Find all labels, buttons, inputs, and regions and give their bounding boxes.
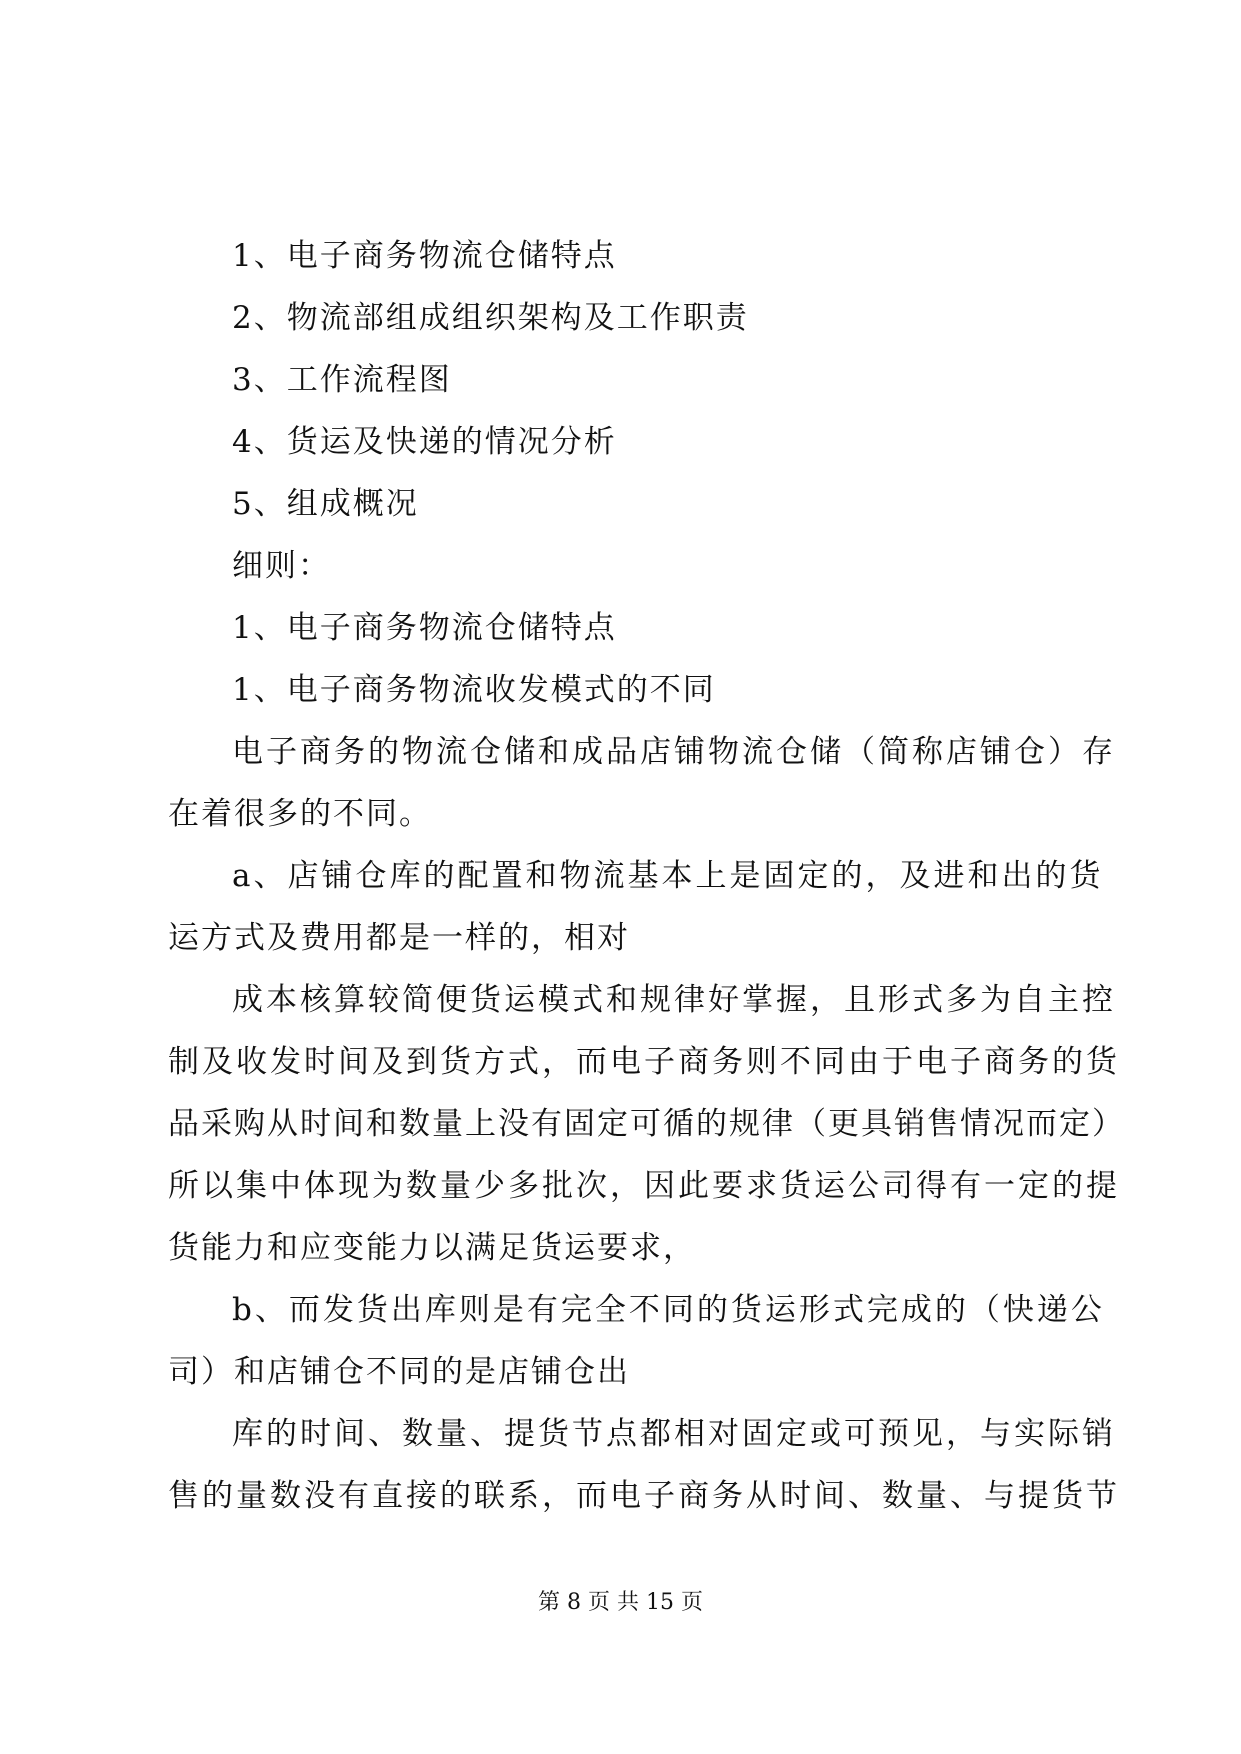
paragraph-line: 成本核算较简便货运模式和规律好掌握，且形式多为自主控 xyxy=(232,982,1116,1018)
toc-item-3: 3、工作流程图 xyxy=(232,362,452,398)
toc-item-2: 2、物流部组成组织架构及工作职责 xyxy=(232,300,749,336)
toc-item-5: 5、组成概况 xyxy=(232,486,419,522)
paragraph-line: 司）和店铺仓不同的是店铺仓出 xyxy=(168,1354,630,1390)
paragraph-line: b、而发货出库则是有完全不同的货运形式完成的（快递公 xyxy=(232,1292,1105,1328)
paragraph-line: 售的量数没有直接的联系，而电子商务从时间、数量、与提货节 xyxy=(168,1478,1120,1514)
page-number-footer: 第 8 页 共 15 页 xyxy=(538,1590,703,1615)
paragraph-line: 货能力和应变能力以满足货运要求， xyxy=(168,1230,696,1266)
paragraph-line: 在着很多的不同。 xyxy=(168,796,432,832)
paragraph-line: a、店铺仓库的配置和物流基本上是固定的，及进和出的货 xyxy=(232,858,1104,894)
paragraph-line: 制及收发时间及到货方式，而电子商务则不同由于电子商务的货 xyxy=(168,1044,1120,1080)
paragraph-line: 品采购从时间和数量上没有固定可循的规律（更具销售情况而定） xyxy=(168,1106,1125,1142)
paragraph-line: 运方式及费用都是一样的，相对 xyxy=(168,920,630,956)
subsection-heading-1: 1、电子商务物流收发模式的不同 xyxy=(232,672,716,708)
toc-item-4: 4、货运及快递的情况分析 xyxy=(232,424,617,460)
toc-item-1: 1、电子商务物流仓储特点 xyxy=(232,238,617,274)
section-heading-details: 细则： xyxy=(232,548,331,584)
paragraph-line: 库的时间、数量、提货节点都相对固定或可预见，与实际销 xyxy=(232,1416,1116,1452)
paragraph-line: 所以集中体现为数量少多批次，因此要求货运公司得有一定的提 xyxy=(168,1168,1120,1204)
paragraph-line: 电子商务的物流仓储和成品店铺物流仓储（简称店铺仓）存 xyxy=(232,734,1116,770)
section-heading-1: 1、电子商务物流仓储特点 xyxy=(232,610,617,646)
